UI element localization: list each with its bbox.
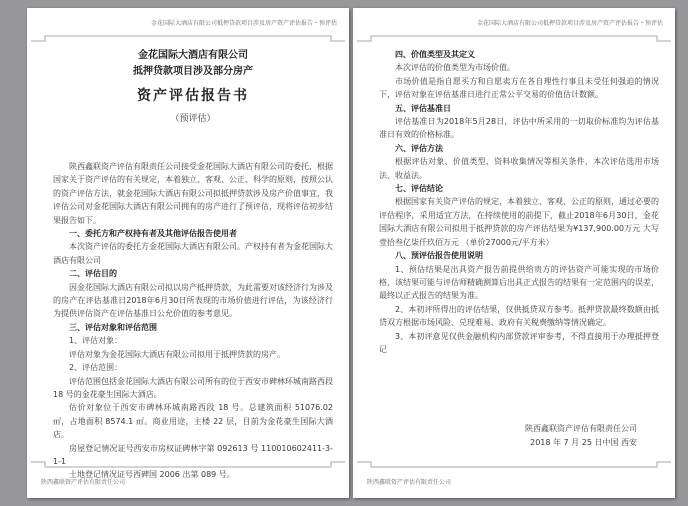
section-1-paragraph: 本次资产评估的委托方金花国际大酒店有限公司。产权持有者为金花国际大酒店有限公司 <box>53 242 333 265</box>
section-3-item-2: 2、评估范围： <box>69 363 123 373</box>
report-page-left <box>27 8 349 498</box>
section-4-heading: 四、价值类型及其定义 <box>395 50 475 59</box>
report-title-note: （预评估） <box>170 114 216 124</box>
running-header-right: 金花国际大酒店有限公司抵押贷款项目涉及房产资产评估报告・预评估 <box>476 20 663 27</box>
land-certificate-paragraph: 土地登记情况证号西碑国 2006 出第 089 号。 <box>69 470 235 480</box>
report-title-block <box>53 48 333 126</box>
running-footer-left: 陕西鑫联资产评估有限责任公司 <box>41 479 126 486</box>
report-title-company: 金花国际大酒店有限公司 <box>138 50 248 61</box>
section-7-heading: 七、评估结论 <box>395 184 443 194</box>
section-2-paragraph: 因金花国际大酒店有限公司拟以房产抵押贷款，为此需要对该经济行为涉及的房产在评估基准日2018年6月30日所表现的市场价值进行评估，为该经济行为提供评估资产在评估基准日公允价值的参考意见。 <box>53 282 333 319</box>
running-header-left: 金花国际大酒店有限公司抵押贷款项目涉及房产资产评估报告・预评估 <box>150 20 337 27</box>
header-rule-left <box>31 32 345 44</box>
footer-rule-left <box>31 460 345 472</box>
usage-note-3: 3、本初评意见仅供金融机构内部贷款评审参考，不得直接用于办理抵押登记 <box>379 331 659 354</box>
signature-date-place: 2018 年 7 月 25 日中国 西安 <box>530 437 637 447</box>
section-2-heading: 二、评估目的 <box>69 269 117 279</box>
usage-note-1: 1、预估结果是出具资产报告前提供给贵方的评估资产可能实现的市场价格，该结果可能与评估师精确测算后出具正式报告的结果有一定范围内的误差，最终以正式报告的结果为准。 <box>379 264 659 301</box>
property-description-paragraph: 估价对象位于西安市碑林环城南路西段 18 号。总建筑面积 51076.02 ㎡，占地面积 8574.1 ㎡。商业用途，主楼 22 层，目前为金花豪生国际大酒店。 <box>53 403 333 440</box>
section-3-item-2-text: 评估范围包括金花国际大酒店有限公司所有的位于西安市碑林环城南路西段 18 号的金花豪生国际大酒店。 <box>53 376 333 399</box>
report-page-right <box>353 8 675 498</box>
section-5-paragraph: 评估基准日为2018年5月28日，评估中所采用的一切取价标准均为评估基准日有效的价格标准。 <box>379 117 659 140</box>
page-content-left <box>53 48 333 480</box>
section-3-heading: 三、评估对象和评估范围 <box>69 322 157 332</box>
report-title-main: 资产评估报告书 <box>137 88 249 104</box>
section-3-item-1-text: 评估对象为金花国际大酒店有限公司拟用于抵押贷款的房产。 <box>69 349 285 359</box>
section-4-paragraph-2: 市场价值是指自愿买方和自愿卖方在各自理性行事且未受任何强迫的情况下，评估对象在评估基准日进行正常公平交易的价值估计数额。 <box>379 76 659 100</box>
intro-paragraph: 陕西鑫联资产评估有限责任公司接受金花国际大酒店有限公司的委托，根据国家关于资产评估的有关规定，本着独立、客观、公正、科学的原则，按照公认的资产评估方法，就金花国际大酒店有限公司拟抵押贷款涉及房产价值事宜，我评估公司对金花国际大酒店有限公司拥有的房产进行了预评估，现将评估初步结果报告如下。 <box>53 162 333 225</box>
section-3-item-1: 1、评估对象： <box>69 336 123 346</box>
footer-rule-right <box>357 460 671 472</box>
house-certificate-paragraph: 房屋登记情况证号西安市房权证碑林字第 092613 号 110010602411-3-1-1 <box>53 443 333 466</box>
report-title-project: 抵押贷款项目涉及部分房产 <box>133 66 253 77</box>
signature-company: 陕西鑫联资产评估有限责任公司 <box>525 424 637 434</box>
section-5-heading: 五、评估基准日 <box>395 103 451 113</box>
section-6-paragraph: 根据评估对象、价值类型、资料收集情况等相关条件，本次评估选用市场法、收益法。 <box>379 157 659 180</box>
header-rule-right <box>357 32 671 44</box>
usage-note-2: 2、本初评所得出的评估结果，仅供抵贷双方参考。抵押贷款最终数额由抵贷双方根据市场风险、兑现难易、政府有关税费缴纳等情况确定。 <box>379 304 659 328</box>
section-4-paragraph-1: 本次评估的价值类型为市场价值。 <box>395 63 515 73</box>
section-6-heading: 六、评估方法 <box>395 143 443 153</box>
valuation-conclusion-paragraph: 根据国家有关资产评估的规定，本着独立、客观、公正的原则，通过必要的评估程序，采用适宜方法，在持续使用的前提下，截止2018年6月30日，金花国际大酒店有限公司拟用于抵押贷款的房产评估结果为¥137,900.00万元 大写壹拾叁亿柒仟玖佰万元 （单价27000元/平方米） <box>379 197 659 247</box>
section-8-heading: 八、预评估报告使用说明 <box>395 251 483 261</box>
section-1-heading: 一、委托方和产权持有者及其他评估报告使用者 <box>69 229 237 239</box>
running-footer-right: 陕西鑫联资产评估有限责任公司 <box>367 479 452 486</box>
page-content-right <box>379 48 659 458</box>
signature-block <box>379 422 659 449</box>
